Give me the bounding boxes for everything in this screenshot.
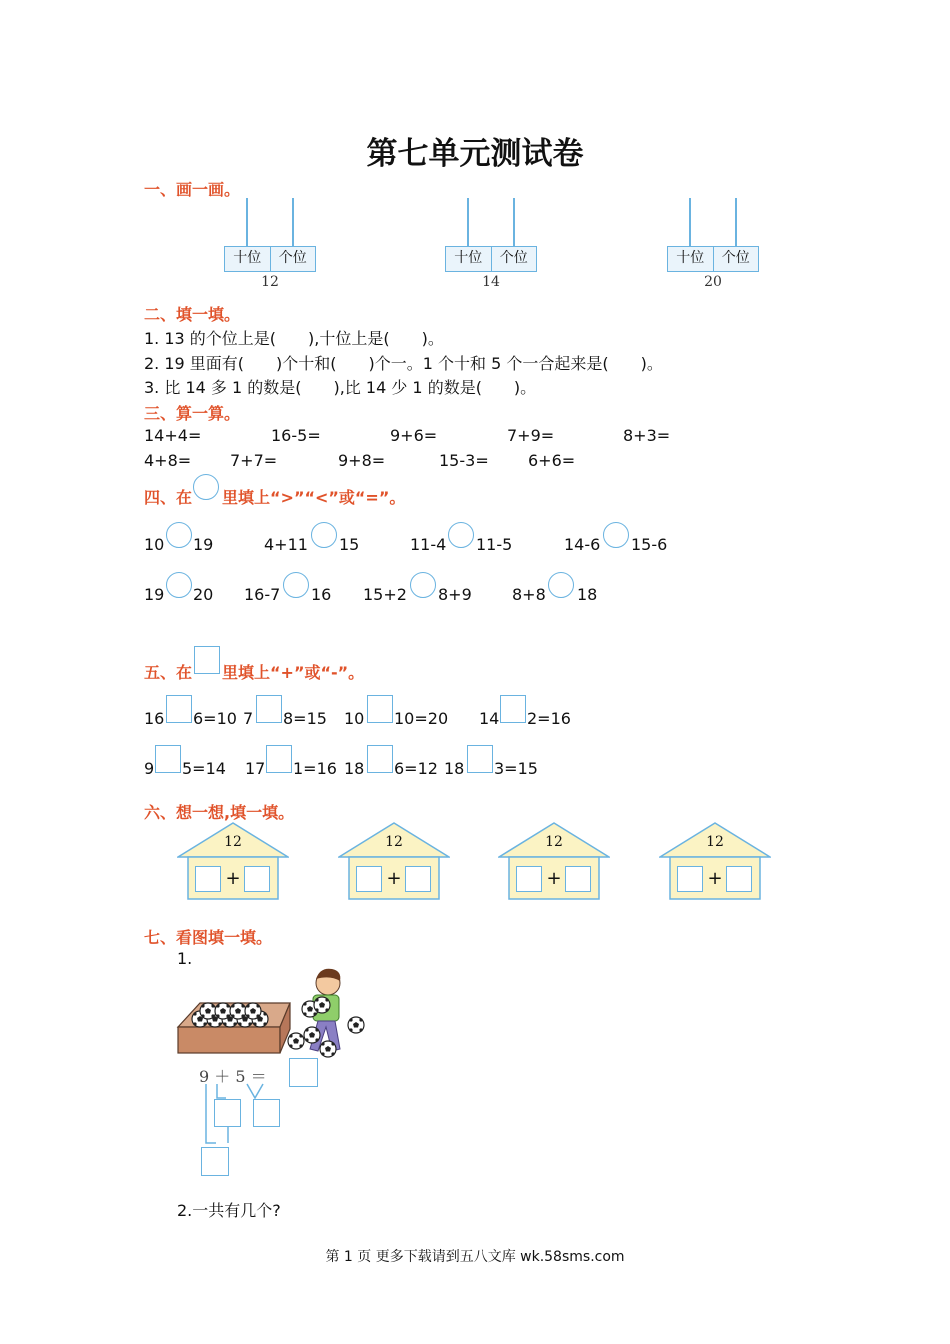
sign-square[interactable] bbox=[467, 745, 493, 773]
house-number: 12 bbox=[706, 834, 724, 850]
sign-left: 14 bbox=[479, 709, 500, 728]
house-box-left[interactable] bbox=[516, 866, 542, 892]
section-4-heading-a: 四、在 bbox=[144, 488, 193, 507]
tens-label: 十位 bbox=[668, 247, 714, 271]
sign-right: 8=15 bbox=[283, 709, 327, 728]
section-3-heading: 三、算一算。 bbox=[144, 404, 241, 423]
sign-square[interactable] bbox=[500, 695, 526, 723]
sign-left: 7 bbox=[243, 709, 254, 728]
split-box-right[interactable] bbox=[253, 1099, 280, 1127]
house-box-left[interactable] bbox=[195, 866, 221, 892]
section-6-heading: 六、想一想,填一填。 bbox=[144, 803, 295, 822]
picture-question-1: 1. bbox=[177, 949, 193, 968]
house-number: 12 bbox=[224, 834, 242, 850]
calc-item: 15-3= bbox=[439, 451, 489, 470]
split-box-bottom[interactable] bbox=[201, 1147, 229, 1176]
house-box-right[interactable] bbox=[405, 866, 431, 892]
section-7-heading: 七、看图填一填。 bbox=[144, 928, 273, 947]
sign-left: 16 bbox=[144, 709, 165, 728]
ones-label: 个位 bbox=[721, 250, 750, 266]
fill-question-3: 3. 比 14 多 1 的数是( ),比 14 少 1 的数是( )。 bbox=[144, 378, 537, 397]
section-4-heading-b: 里填上“>”“<”或“=”。 bbox=[222, 488, 406, 507]
fill-question-1: 1. 13 的个位上是( ),十位上是( )。 bbox=[144, 329, 444, 348]
section-1-heading: 一、画一画。 bbox=[144, 180, 241, 199]
compare-left: 15+2 bbox=[363, 585, 407, 604]
example-circle bbox=[193, 474, 219, 500]
sign-square[interactable] bbox=[155, 745, 181, 773]
compare-circle[interactable] bbox=[603, 522, 629, 548]
split-box-left[interactable] bbox=[214, 1099, 241, 1127]
page-title: 第七单元测试卷 bbox=[366, 136, 584, 172]
example-square bbox=[194, 646, 220, 674]
sign-square[interactable] bbox=[166, 695, 192, 723]
section-5-heading bbox=[144, 660, 364, 683]
fill-question-2: 2. 19 里面有( )个十和( )个一。1 个十和 5 个一合起来是( )。 bbox=[144, 354, 663, 373]
compare-left: 14-6 bbox=[564, 535, 601, 554]
compare-right: 8+9 bbox=[438, 585, 472, 604]
section-5-heading-a: 五、在 bbox=[144, 663, 193, 682]
number-house bbox=[659, 822, 771, 900]
sign-right: 2=16 bbox=[527, 709, 571, 728]
calc-item: 8+3= bbox=[623, 426, 671, 445]
calc-item: 16-5= bbox=[271, 426, 321, 445]
compare-circle[interactable] bbox=[410, 572, 436, 598]
section-5-heading-b: 里填上“+”或“-”。 bbox=[222, 663, 365, 682]
house-box-right[interactable] bbox=[726, 866, 752, 892]
sign-right: 5=14 bbox=[182, 759, 226, 778]
sign-square[interactable] bbox=[367, 695, 393, 723]
picture-equation: 9 ＋ 5 ＝ bbox=[199, 1067, 267, 1086]
sign-left: 10 bbox=[344, 709, 365, 728]
calc-item: 4+8= bbox=[144, 451, 192, 470]
compare-left: 8+8 bbox=[512, 585, 546, 604]
compare-left: 16-7 bbox=[244, 585, 281, 604]
sign-left: 18 bbox=[344, 759, 365, 778]
compare-circle[interactable] bbox=[448, 522, 474, 548]
section-2-heading: 二、填一填。 bbox=[144, 305, 241, 324]
page-footer: 第 1 页 更多下载请到五八文库 wk.58sms.com bbox=[325, 1249, 625, 1265]
sign-left: 17 bbox=[245, 759, 266, 778]
sign-square[interactable] bbox=[266, 745, 292, 773]
calc-item: 7+7= bbox=[230, 451, 278, 470]
house-number: 12 bbox=[385, 834, 403, 850]
compare-left: 4+11 bbox=[264, 535, 308, 554]
sign-right: 6=12 bbox=[394, 759, 438, 778]
house-box-right[interactable] bbox=[565, 866, 591, 892]
compare-left: 11-4 bbox=[410, 535, 447, 554]
calc-item: 6+6= bbox=[528, 451, 576, 470]
sign-right: 1=16 bbox=[293, 759, 337, 778]
number-house bbox=[177, 822, 289, 900]
number-house bbox=[338, 822, 450, 900]
number-house bbox=[498, 822, 610, 900]
compare-right: 16 bbox=[311, 585, 332, 604]
calc-item: 14+4= bbox=[144, 426, 202, 445]
house-plus: + bbox=[225, 868, 241, 889]
compare-circle[interactable] bbox=[283, 572, 309, 598]
house-plus: + bbox=[707, 868, 723, 889]
compare-right: 15-6 bbox=[631, 535, 668, 554]
compare-right: 19 bbox=[193, 535, 214, 554]
sign-square[interactable] bbox=[256, 695, 282, 723]
place-value-number: 20 bbox=[704, 274, 722, 290]
split-lines bbox=[195, 1080, 295, 1150]
ones-label: 个位 bbox=[499, 250, 528, 266]
sign-right: 6=10 bbox=[193, 709, 237, 728]
place-value-number: 14 bbox=[482, 274, 500, 290]
house-box-right[interactable] bbox=[244, 866, 270, 892]
compare-circle[interactable] bbox=[548, 572, 574, 598]
tens-label: 十位 bbox=[446, 247, 492, 271]
ones-label: 个位 bbox=[278, 250, 307, 266]
section-4-heading bbox=[144, 485, 405, 508]
compare-right: 11-5 bbox=[476, 535, 513, 554]
sign-right: 10=20 bbox=[394, 709, 449, 728]
house-plus: + bbox=[546, 868, 562, 889]
place-value-number: 12 bbox=[261, 274, 279, 290]
calc-item: 7+9= bbox=[507, 426, 555, 445]
sign-left: 9 bbox=[144, 759, 155, 778]
sign-right: 3=15 bbox=[494, 759, 538, 778]
compare-circle[interactable] bbox=[166, 522, 192, 548]
compare-right: 20 bbox=[193, 585, 214, 604]
tens-label: 十位 bbox=[225, 247, 271, 271]
house-number: 12 bbox=[545, 834, 563, 850]
compare-left: 10 bbox=[144, 535, 165, 554]
calc-item: 9+6= bbox=[390, 426, 438, 445]
house-box-left[interactable] bbox=[677, 866, 703, 892]
sign-square[interactable] bbox=[367, 745, 393, 773]
compare-circle[interactable] bbox=[166, 572, 192, 598]
compare-circle[interactable] bbox=[311, 522, 337, 548]
compare-right: 15 bbox=[339, 535, 360, 554]
compare-left: 19 bbox=[144, 585, 165, 604]
picture-question-2: 2.一共有几个? bbox=[177, 1201, 281, 1220]
sign-left: 18 bbox=[444, 759, 465, 778]
compare-right: 18 bbox=[577, 585, 598, 604]
soccer-ball-illustration bbox=[170, 965, 375, 1065]
house-box-left[interactable] bbox=[356, 866, 382, 892]
house-plus: + bbox=[386, 868, 402, 889]
calc-item: 9+8= bbox=[338, 451, 386, 470]
